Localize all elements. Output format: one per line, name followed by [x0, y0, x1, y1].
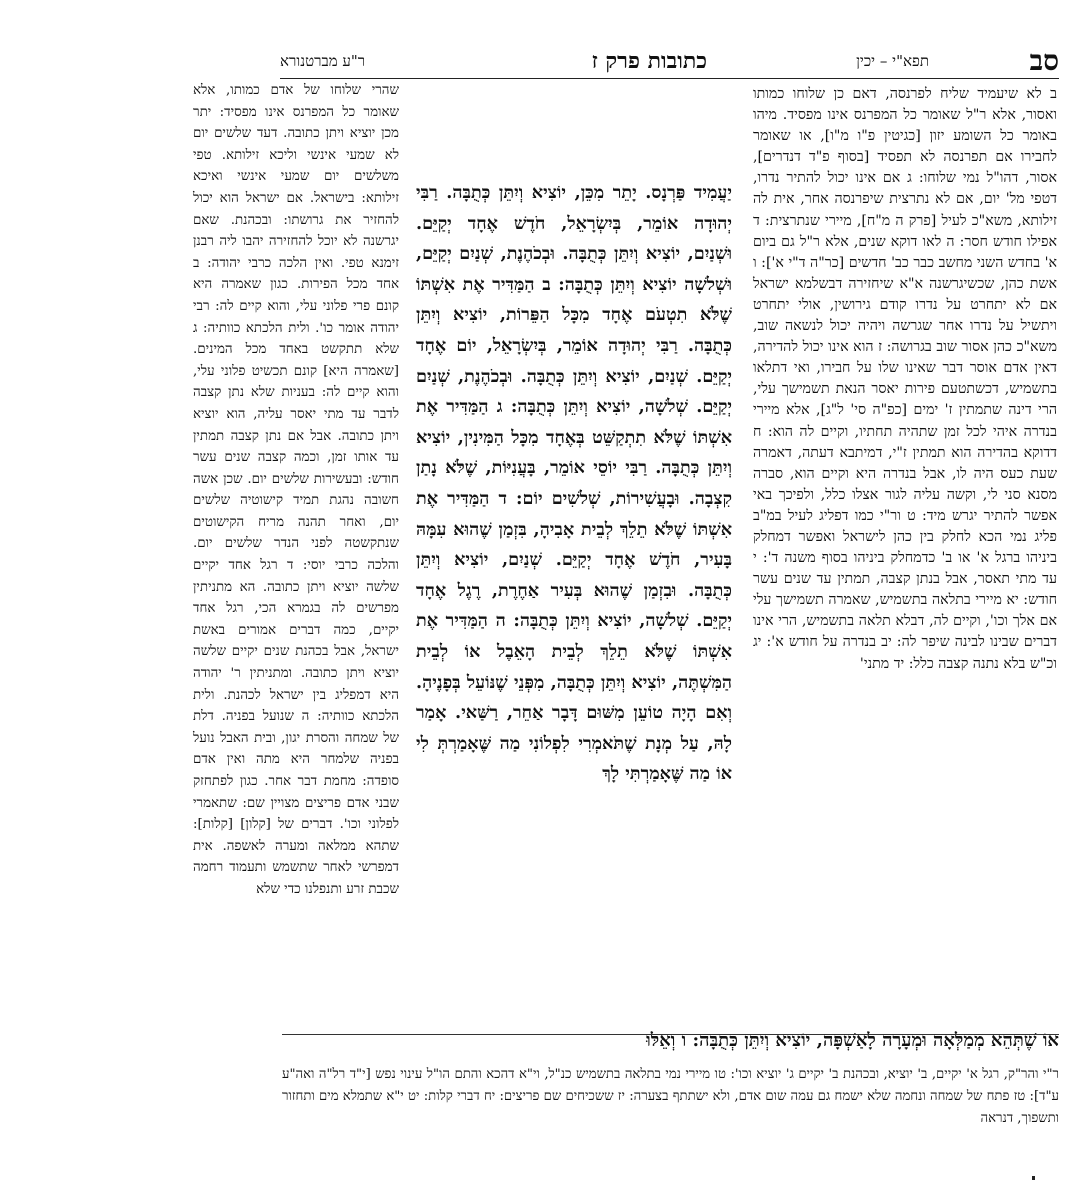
bartenura-column [193, 80, 399, 901]
tiferet-yisrael-text: ב לא שיעמיד שליח לפרנסה, דאם כן שלוחו כמותו ואסור, אלא ר"ל שאומר כל המפרנס אינו מפסיד. מיהו באומר כל השומע יזון [כגיטין פ"ו מ"ו], או שאומר לחבירו אם תפרנסה לא תפסיד [בסוף פ"ד דנדרים], אסור, דהו"ל נמי שלוחו: ג אם אינו יכול להתיר נדרו, דטפי מל' יום, אם לא נתרצית שיפרנסה אחר, אית לה זילותא, משא"כ לעיל [פרק ה מ"ח], מיירי שנתרצית: ד אפילו חודש חסר: ה לאו דוקא שנים, אלא ר"ל גם ביום א' בחדש השני מחשב כבר כב' חדשים [כר"ה ד"י א']: ו אשת כהן, שכשיגרשנה א"א שיחזירה דבשלמא ישראל אם לא יתחרט על נדרו קודם גירושין, אולי יתחרט ויתשיל על נדרו אחר שגרשה ויהיה יכול לנשאה שוב, משא"כ כהן אסור שוב בגרושה: ז הוא אינו יכול להדירה, דאין אדם אוסר דבר שאינו שלו על חבירו, ואי דתלאו בתשמיש, דכשתטעם פירות יאסר הנאת תשמישך עלי, הרי דינה שתמתין ז' ימים [כפ"ה סי' ל"ג], אלא מיירי בנדרה איהי לכל זמן שתהיה תחתיו, וקיים לה הוא: ח דדוקא בהדירה הוא תמתין ז"י, דמיתבא דעתה, דאמרה שעת כעס היה לו, אבל בנדרה היא וקיים הוא, סברה מסנא סני לי, וקשה עליה לגור אצלו כלל, ולפיכך באי אפשר להתיר יגרש מיד: ט ור"י כמו דפליג לעיל במ"ב פליג נמי הכא לחלק בין כהן לישראל ואפשר דמחלק ביניהו ברגל א' או ב' כדמחלק ביניהו בסוף משנה ד': י עד מתי תאסר, אבל בנתן קצבה, תמתין עד שנים עשר חודש: יא מיירי בתלאה בתשמיש, שאמרה תשמישך עלי אם אלך וכו', וקיים לה, דבלא תלאה בתשמיש, הרי אינו דברים שבינו לבינה שיפר לה: יב בנדרה על חודש א': יג וכ"ש בלא נתנה קצבה כלל: יד מתני' [753, 86, 1057, 672]
mishnah-column [416, 178, 732, 790]
bartenura-text: שהרי שלוחו של אדם כמותו, אלא שאומר כל המפרנס אינו מפסיד: יתר מכן יוציא ויתן כתובה. דעד שלשים יום לא שמעי אינשי וליכא זילותא. טפי משלשים יום שמעי אינשי ואיכא זילותא: בישראל. אם ישראל הוא יכול להחזיר את גרושתו: ובכהנת. שאם יגרשנה לא יוכל להחזירה יהבו ליה רבנן זימנא טפי. ואין הלכה כרבי יהודה: ב אחד מכל הפירות. כגון שאמרה היא קונם פרי פלוני עלי, והוא קיים לה: רבי יהודה אומר כו'. ולית הלכתא כוותיה: ג שלא תתקשט באחד מכל המינים. [שאמרה היא] קונם תכשיט פלוני עלי, והוא קיים לה: בעניות שלא נתן קצבה לדבר עד מתי יאסר עליה, הוא יוציא ויתן כתובה. אבל אם נתן קצבה תמתין עד אותו זמן, וכמה קצבה שנים עשר חודש: ובעשירות שלשים יום. שכן אשה חשובה נהגת תמיד קישוטיה שלשים יום, ואחר תהנה מריח הקישוטים שנתקשטה לפני הנדר שלשים יום. והלכה כרבי יוסי: ד רגל אחד יקיים שלשה יוציא ויתן כתובה. הא מתניתין מפרשים לה בגמרא הכי, רגל אחד יקיים, כמה דברים אמורים באשת ישראל, אבל בכהנת שנים יקיים שלשה יוציא ויתן כתובה. ומתניתין ר' יהודה היא דמפליג בין ישראל לכהנת. ולית הלכתא כוותיה: ה שנועל בפניה. דלת של שמחה והסרת יגון, ובית האבל נועל בפניה שלמחר היא מתה ואין אדם סופדה: מחמת דבר אחר. כגון לפתחזק שבני אדם פריצים מצויין שם: שתאמרי לפלוני וכו'. דברים של [קלון] [קלות]: שתהא ממלאה ומערה לאשפה. אית דמפרשי לאחר שתשמש ותעמוד רחמה שכבת זרע ותנפלנו כדי שלא [193, 83, 399, 897]
running-head-right: תפא"י – יכין [856, 52, 929, 70]
page-mark [1032, 1176, 1035, 1180]
mishnah-continuation-line: אוֹ שֶׁתְּהֵא מְמַלְּאָה וּמְעָרָה לָאַשְׁפָּה, יוֹצִיא וְיִתֵּן כְּתֻבָּה: ו וְאֵלּוּ [646, 1030, 1059, 1051]
page-header [280, 46, 1059, 79]
footer-notes: ר"י והר"ק, רגל א' יקיים, ב' יוציא, ובכהנת ב' יקיים ג' יוציא וכו': טו מיירי נמי בתלאה בתשמיש כנ"ל, וי"א דהכא והתם הו"ל עינוי נפש [י"ד רל"ה ואה"ע ע"ד]: טז פתח של שמחה ונחמה שלא ישמח גם עמה שום אדם, ולא ישתתף בצערה: יז ששכיחים שם פריצים: יח דברי קלות: יט י"א שתמלא מים ותחזור ותשפוך, דנראה [282, 1067, 1059, 1126]
running-head-title: כתובות פרק ז [591, 48, 708, 74]
running-head-left: ר"ע מברטנורא [280, 52, 366, 70]
footer-divider [282, 1034, 1059, 1035]
page-number: סב [1029, 44, 1059, 77]
tiferet-yisrael-column [753, 84, 1057, 675]
mishnah-text: יַעֲמִיד פַּרְנָס. יָתֵר מִכֵּן, יוֹצִיא וְיִתֵּן כְּתֻבָּה. רַבִּי יְהוּדָה אוֹמֵר, בְּיִשְׂרָאֵל, חֹדֶשׁ אֶחָד יְקַיֵּם. וּשְׁנַיִם, יוֹצִיא וְיִתֵּן כְּתֻבָּה. וּבְכֹהֶנֶת, שְׁנַיִם יְקַיֵּם, וּשְׁלשָׁה יוֹצִיא וְיִתֵּן כְּתֻבָּה: ב הַמַּדִּיר אֶת אִשְׁתּוֹ שֶׁלֹּא תִטְעֹם אֶחָד מִכָּל הַפֵּרוֹת, יוֹצִיא וְיִתֵּן כְּתֻבָּה. רַבִּי יְהוּדָה אוֹמֵר, בְּיִשְׂרָאֵל, יוֹם אֶחָד יְקַיֵּם. שְׁנַיִם, יוֹצִיא וְיִתֵּן כְּתֻבָּה. וּבְכֹהֶנֶת, שְׁנַיִם יְקַיֵּם. שְׁלשָׁה, יוֹצִיא וְיִתֵּן כְּתֻבָּה: ג הַמַּדִּיר אֶת אִשְׁתּוֹ שֶׁלֹּא תִתְקַשֵּׁט בְּאֶחָד מִכָּל הַמִּינִין, יוֹצִיא וְיִתֵּן כְּתֻבָּה. רַבִּי יוֹסֵי אוֹמֵר, בָּעֲנִיּוֹת, שֶׁלֹּא נָתַן קִצְבָה. וּבָעֲשִׁירוֹת, שְׁלשִׁים יוֹם: ד הַמַּדִּיר אֶת אִשְׁתּוֹ שֶׁלֹּא תֵלֵךְ לְבֵית אָבִיהָ, בִּזְמַן שֶׁהוּא עִמָּהּ בָּעִיר, חֹדֶשׁ אֶחָד יְקַיֵּם. שְׁנַיִם, יוֹצִיא וְיִתֵּן כְּתֻבָּה. וּבִזְמַן שֶׁהוּא בְּעִיר אַחֶרֶת, רֶגֶל אֶחָד יְקַיֵּם. שְׁלשָׁה, יוֹצִיא וְיִתֵּן כְּתֻבָּה: ה הַמַּדִּיר אֶת אִשְׁתּוֹ שֶׁלֹּא תֵלֵךְ לְבֵית הָאֵבֶל אוֹ לְבֵית הַמִּשְׁתֶּה, יוֹצִיא וְיִתֵּן כְּתֻבָּה, מִפְּנֵי שֶׁנּוֹעֵל בְּפָנֶיהָ. וְאִם הָיָה טוֹעֵן מִשּׁוּם דָּבָר אַחֵר, רַשַּׁאי. אָמַר לָהּ, עַל מְנָת שֶׁתֹּאמְרִי לִפְלוֹנִי מַה שֶּׁאָמַרְתְּ לִי אוֹ מַה שֶּׁאָמַרְתִּי לָךְ [416, 182, 732, 785]
